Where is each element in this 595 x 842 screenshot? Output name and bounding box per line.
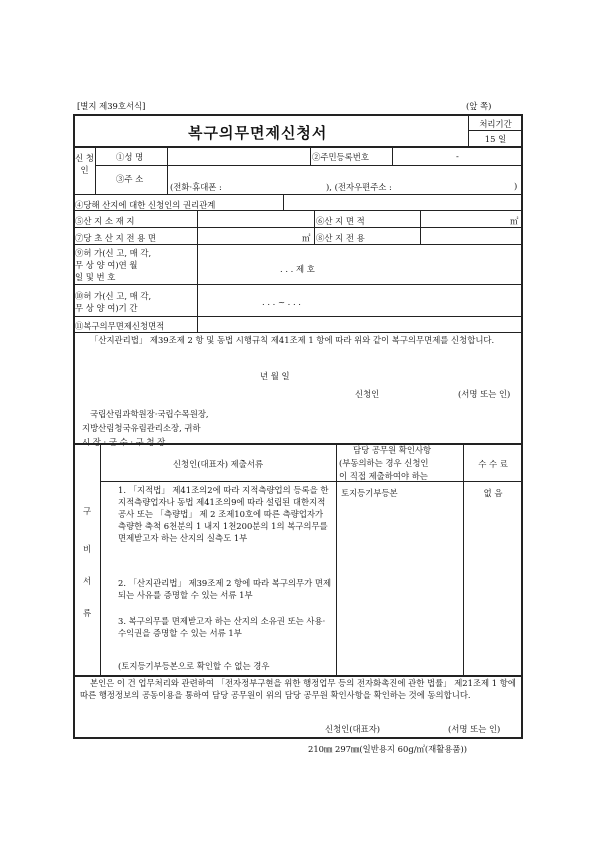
permit-no-label-1: ⑨허 가(신 고, 매 각, — [75, 248, 152, 258]
processing-value: 15 일 — [484, 134, 507, 144]
col-fee-header: 수 수 료 — [478, 459, 508, 469]
permit-period-label-1: ⑩허 가(신 고, 매 각, — [75, 291, 152, 301]
fee-value: 없 음 — [483, 488, 503, 498]
consent-sign: (서명 또는 인) — [448, 724, 501, 734]
recipient-1: 국립산림과학원장·국립수목원장, — [90, 409, 209, 419]
check-value: 토지등기부등본 — [341, 488, 398, 498]
phone-line: (전화·휴대폰 : — [170, 182, 222, 192]
form-title: 복구의무면제신청서 — [188, 124, 328, 142]
name-label: ①성 명 — [116, 152, 144, 162]
permit-no-value: . . . 제 호 — [280, 264, 315, 274]
consent-applicant: 신청인(대표자) — [325, 724, 381, 734]
docs-side-label-2: 비 — [82, 544, 92, 554]
doc-item-2: 2. 「산지관리법」 제39조제 2 항에 따라 복구의무가 면제되는 사유를 증명할 수 있는 서류 1부 — [118, 578, 332, 600]
recipient-2: 지방산림청국유림관리소장, 귀하 — [82, 423, 201, 433]
page-side: (앞 쪽) — [466, 101, 492, 111]
col-check-header-2: (부동의하는 경우 신청인 — [339, 458, 429, 468]
applicant-group-label: 신 청 인 — [75, 153, 94, 175]
permit-period-value: . . . ~ . . . — [262, 297, 301, 307]
rights-label: ④당해 산지에 대한 신청인의 권리관계 — [75, 200, 216, 210]
declaration-sign: (서명 또는 인) — [458, 389, 511, 399]
paper-spec: 210㎜ 297㎜(일반용지 60g/㎡(재활용품)) — [308, 744, 468, 754]
recipient-3: 시 장 · 군 수 · 구 청 장 — [82, 437, 166, 447]
area-label: ⑥산 지 면 적 — [316, 216, 365, 226]
address-close: ) — [514, 181, 518, 191]
initial-area-unit: ㎡ — [302, 233, 311, 243]
doc-item-1: 1. 「지적법」 제41조의2에 따라 지적측량업의 등록을 한 지적측량업자나 동법 제41조의9에 따라 설립된 대한지적공사 또는 「측량법」 제 2 조제10호에 따른 측량업자가 측량한 축척 6천분의 1 내지 1천200분의 1의 복구의무를 면제받고자 하는 산지의 실측도 1부 — [118, 485, 329, 543]
processing-label: 처리기간 — [479, 119, 512, 129]
area-unit: ㎡ — [510, 216, 519, 226]
resident-id-label: ②주민등록번호 — [312, 152, 369, 162]
location-label: ⑤산 지 소 재 지 — [75, 216, 135, 226]
doc-item-3b: (토지등기부등본으로 확인할 수 없는 경우 — [118, 661, 270, 671]
address-label: ③주 소 — [116, 174, 144, 184]
declaration-text: 「산지관리법」 제39조제 2 항 및 동법 시행규칙 제41조제 1 항에 따라 위와 같이 복구의무면제를 신청합니다. — [90, 335, 495, 345]
conversion-label: ⑧산 지 전 용 — [316, 233, 365, 243]
exempt-area-label: ⑪복구의무면제신청면적 — [75, 321, 165, 331]
resident-id-separator: - — [456, 151, 459, 161]
postal-line: ), (전자우편주소 : — [326, 182, 392, 192]
initial-area-label: ⑦당 초 산 지 전 용 면 — [75, 233, 156, 243]
docs-side-label-1: 구 — [82, 506, 92, 516]
col-check-header-1: 담당 공무원 확인사항 — [353, 445, 432, 455]
permit-period-label-2: 무 상 양 여)기 간 — [75, 303, 138, 313]
form-number: [별지 제39호서식] — [77, 101, 146, 111]
declaration-applicant: 신청인 — [355, 389, 380, 399]
col-check-header-3: 이 직접 제출하여야 하는 — [339, 471, 428, 481]
col-submit-header: 신청인(대표자) 제출서류 — [172, 459, 264, 469]
docs-side-label-3: 서 — [82, 576, 92, 586]
docs-side-label-4: 류 — [82, 608, 92, 618]
declaration-date: 년 월 일 — [260, 371, 290, 381]
consent-text: 본인은 이 건 업무처리와 관련하여 「전자정부구현을 위한 행정업무 등의 전자화촉진에 관한 법률」 제21조제 1 항에 따른 행정정보의 공동이용을 통하여 담당 공무원이 위의 담당 공무원 확인사항을 확인하는 것에 동의합니다. — [80, 678, 516, 700]
doc-item-3: 3. 복구의무를 면제받고자 하는 산지의 소유권 또는 사용·수익권을 증명할 수 있는 서류 1부 — [118, 616, 326, 638]
permit-no-label-2: 무 상 양 여)연 월 — [75, 260, 138, 270]
permit-no-label-3: 일 및 번 호 — [75, 272, 116, 282]
